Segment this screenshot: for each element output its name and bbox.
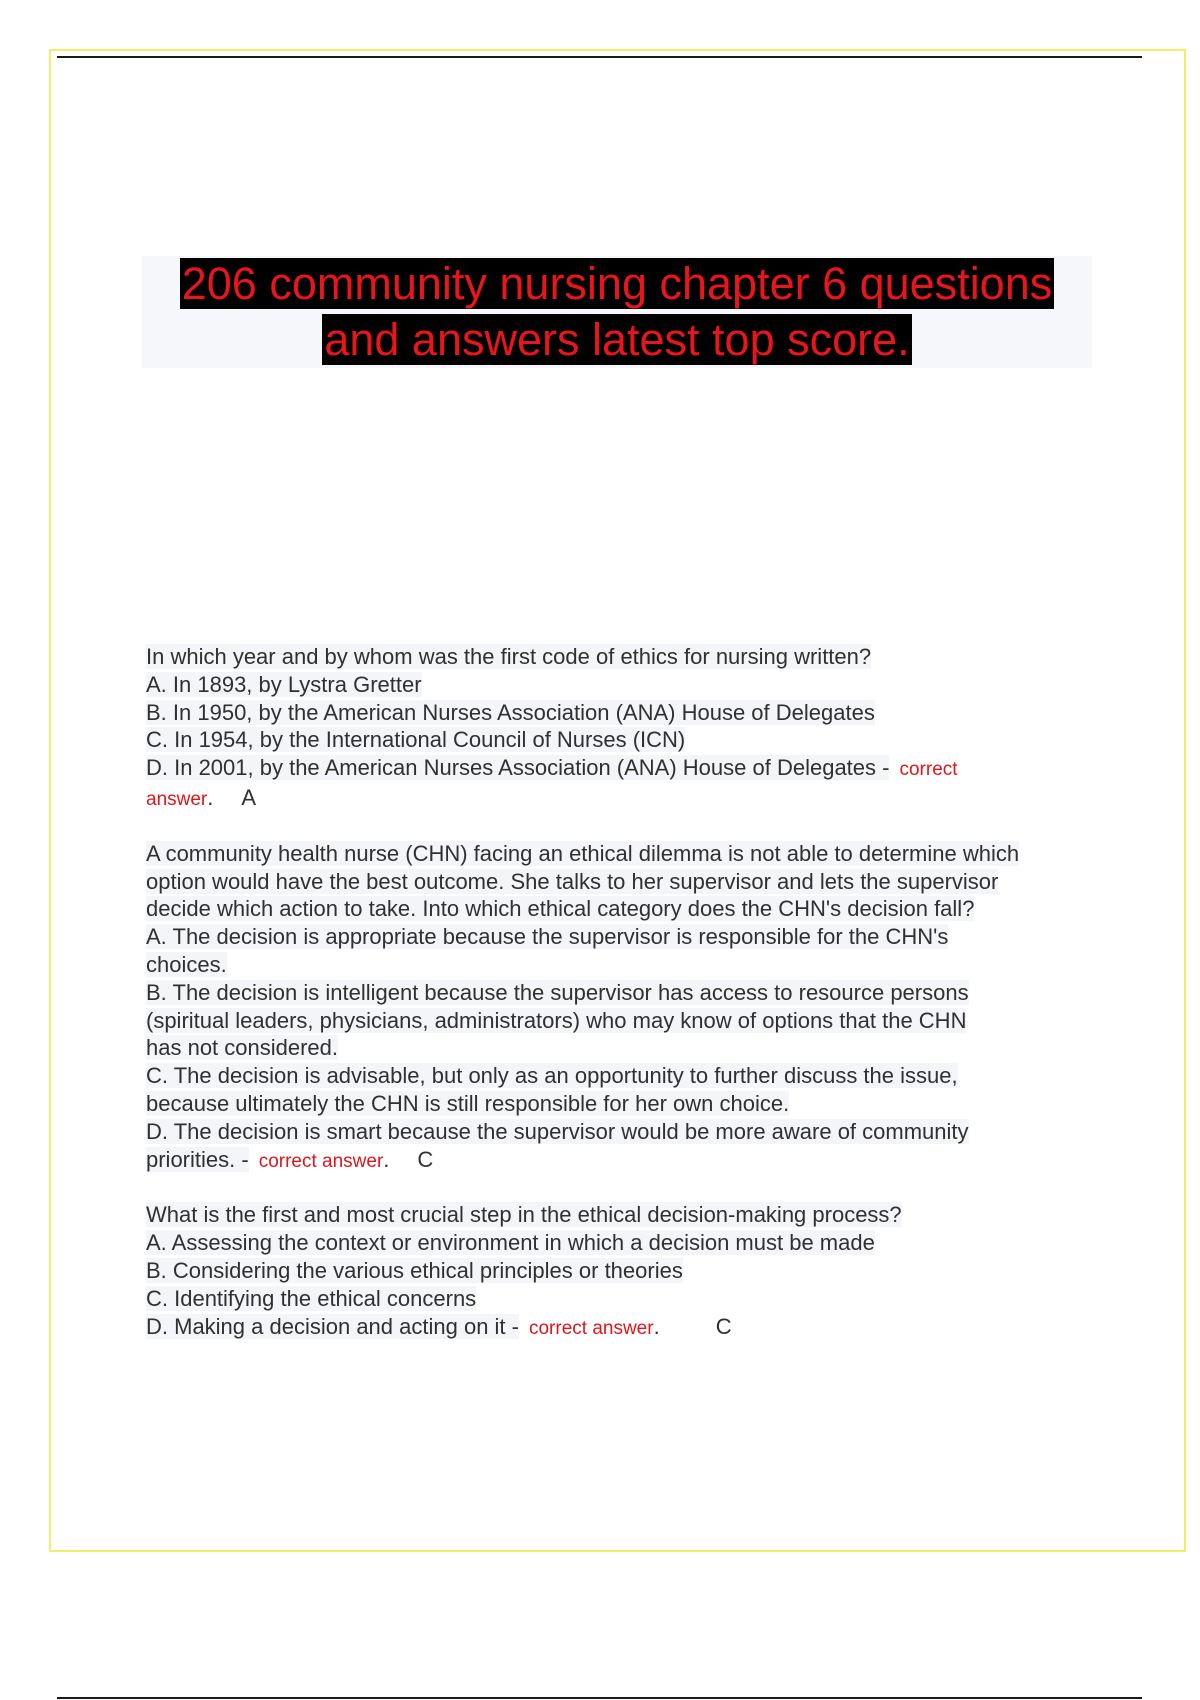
question-block-3 <box>146 1201 1086 1342</box>
option-c: C. In 1954, by the International Council of Nurses (ICN) <box>146 727 686 753</box>
correct-answer-label: correct answer <box>258 1150 384 1172</box>
correct-answer-label-cont: answer <box>146 788 208 810</box>
correct-answer-label: correct <box>899 759 958 781</box>
option-c: C. Identifying the ethical concerns <box>146 1285 477 1311</box>
option-d-line-1: D. The decision is smart because the supervisor would be more aware of community <box>146 1118 969 1144</box>
question-block-1 <box>146 643 1086 814</box>
top-rule <box>57 56 1142 58</box>
answer-line: answer. A <box>146 784 257 810</box>
answer-letter: C <box>715 1313 732 1339</box>
option-c-line-2: because ultimately the CHN is still responsible for her own choice. <box>146 1090 790 1116</box>
option-d: D. In 2001, by the American Nurses Association (ANA) House of Delegates - correct <box>146 755 958 781</box>
option-d: D. Making a decision and acting on it - correct answer. C <box>146 1313 732 1339</box>
option-b-line-1: B. The decision is intelligent because the supervisor has access to resource persons <box>146 979 969 1005</box>
question-block-2 <box>146 840 1086 1176</box>
question-text-line-1: A community health nurse (CHN) facing an ethical dilemma is not able to determine which <box>146 840 1020 866</box>
option-a: A. In 1893, by Lystra Gretter <box>146 671 422 697</box>
answer-letter: A <box>241 784 257 810</box>
option-c-line-1: C. The decision is advisable, but only as an opportunity to further discuss the issue, <box>146 1063 958 1089</box>
option-b-line-2: (spiritual leaders, physicians, administrators) who may know of options that the CHN <box>146 1007 967 1033</box>
title-line-2: and answers latest top score. <box>324 314 910 365</box>
title-block <box>142 256 1092 368</box>
question-text: In which year and by whom was the first code of ethics for nursing written? <box>146 644 872 669</box>
option-b-line-3: has not considered. <box>146 1035 339 1061</box>
bottom-rule <box>57 1697 1142 1699</box>
option-b: B. Considering the various ethical principles or theories <box>146 1257 683 1283</box>
question-text: What is the first and most crucial step in the ethical decision-making process? <box>146 1202 902 1228</box>
question-text-line-3: decide which action to take. Into which ethical category does the CHN's decision fall? <box>146 896 975 922</box>
document-body <box>146 643 1086 1368</box>
answer-letter: C <box>417 1146 434 1172</box>
document-title <box>142 256 1092 368</box>
title-line-1: 206 community nursing chapter 6 questions <box>181 258 1053 309</box>
option-a: A. Assessing the context or environment in which a decision must be made <box>146 1230 875 1256</box>
option-b: B. In 1950, by the American Nurses Association (ANA) House of Delegates <box>146 699 875 725</box>
question-text-line-2: option would have the best outcome. She talks to her supervisor and lets the supervisor <box>146 868 999 894</box>
option-d-line-2: priorities. - correct answer. C <box>146 1146 434 1172</box>
correct-answer-label: correct answer <box>528 1317 654 1339</box>
option-a-line-2: choices. <box>146 951 227 977</box>
option-a-line-1: A. The decision is appropriate because the supervisor is responsible for the CHN's <box>146 924 949 950</box>
